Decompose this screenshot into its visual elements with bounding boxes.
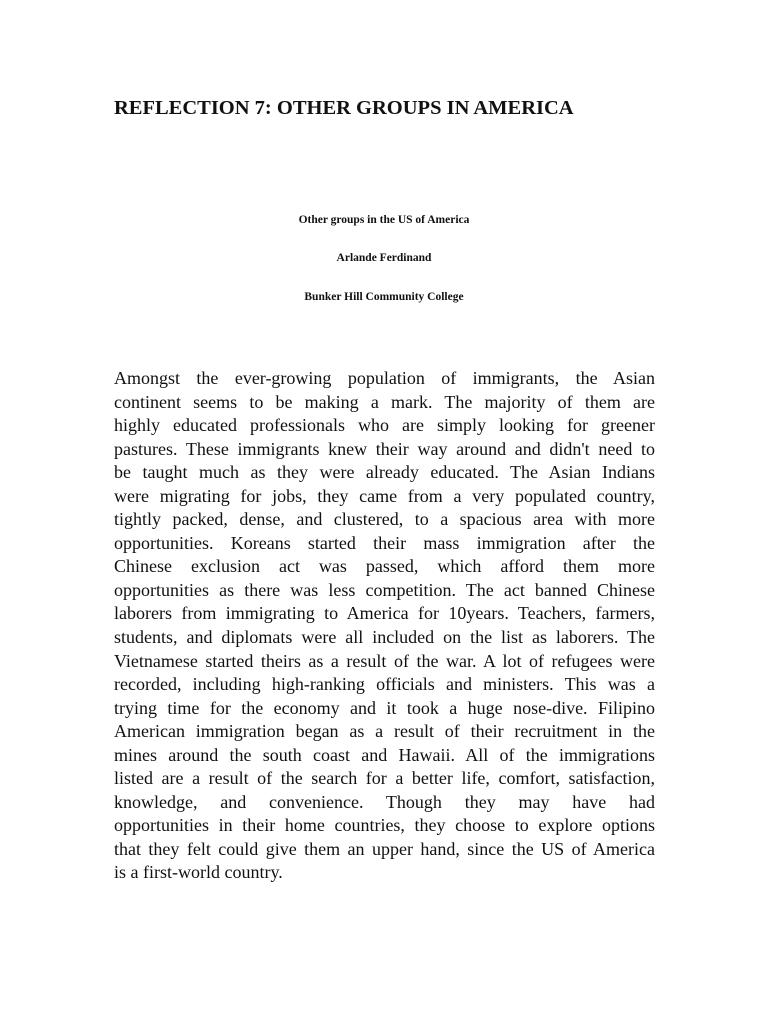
essay-line: students, and diplomats were all included on the list as laborers. The (114, 627, 655, 648)
essay-line: continent seems to be making a mark. The majority of them are (114, 391, 655, 412)
essay-line: Vietnamese started theirs as a result of the war. A lot of refugees were (114, 650, 655, 671)
essay-line: pastures. These immigrants knew their way around and didn't need to (114, 438, 655, 459)
essay-line: opportunities in their home countries, they choose to explore options (114, 815, 655, 836)
essay-line: highly educated professionals who are simply looking for greener (114, 415, 655, 436)
essay-line: Amongst the ever-growing population of immigrants, the Asian (114, 368, 655, 388)
author-name: Arlande Ferdinand (336, 252, 432, 264)
essay-line: opportunities as there was less competition. The act banned Chinese (114, 579, 655, 600)
paper-title: Other groups in the US of America (298, 214, 470, 226)
essay-line: that they felt could give them an upper hand, since the US of America (114, 838, 655, 859)
document-title: REFLECTION 7: OTHER GROUPS IN AMERICA (114, 97, 574, 119)
essay-line: mines around the south coast and Hawaii. All of the immigrations (114, 744, 655, 765)
essay-line: Chinese exclusion act was passed, which afford them more (114, 556, 655, 577)
essay-line: be taught much as they were already educated. The Asian Indians (114, 462, 655, 483)
essay-line: tightly packed, dense, and clustered, to a spacious area with more (114, 509, 655, 530)
essay-line: listed are a result of the search for a better life, comfort, satisfaction, (114, 768, 655, 789)
essay-line: American immigration began as a result of their recruitment in the (114, 721, 655, 742)
essay-line: were migrating for jobs, they came from a very populated country, (114, 485, 655, 506)
essay-line: recorded, including high-ranking officials and ministers. This was a (114, 674, 655, 695)
essay-line: opportunities. Koreans started their mass immigration after the (114, 532, 655, 553)
essay-body (114, 367, 655, 885)
essay-line: knowledge, and convenience. Though they may have had (114, 791, 655, 812)
essay-line: laborers from immigrating to America for 10years. Teachers, farmers, (114, 603, 655, 624)
essay-line: is a first-world country. (114, 862, 283, 883)
essay-line: trying time for the economy and it took a huge nose-dive. Filipino (114, 697, 655, 718)
institution-name: Bunker Hill Community College (304, 291, 464, 303)
